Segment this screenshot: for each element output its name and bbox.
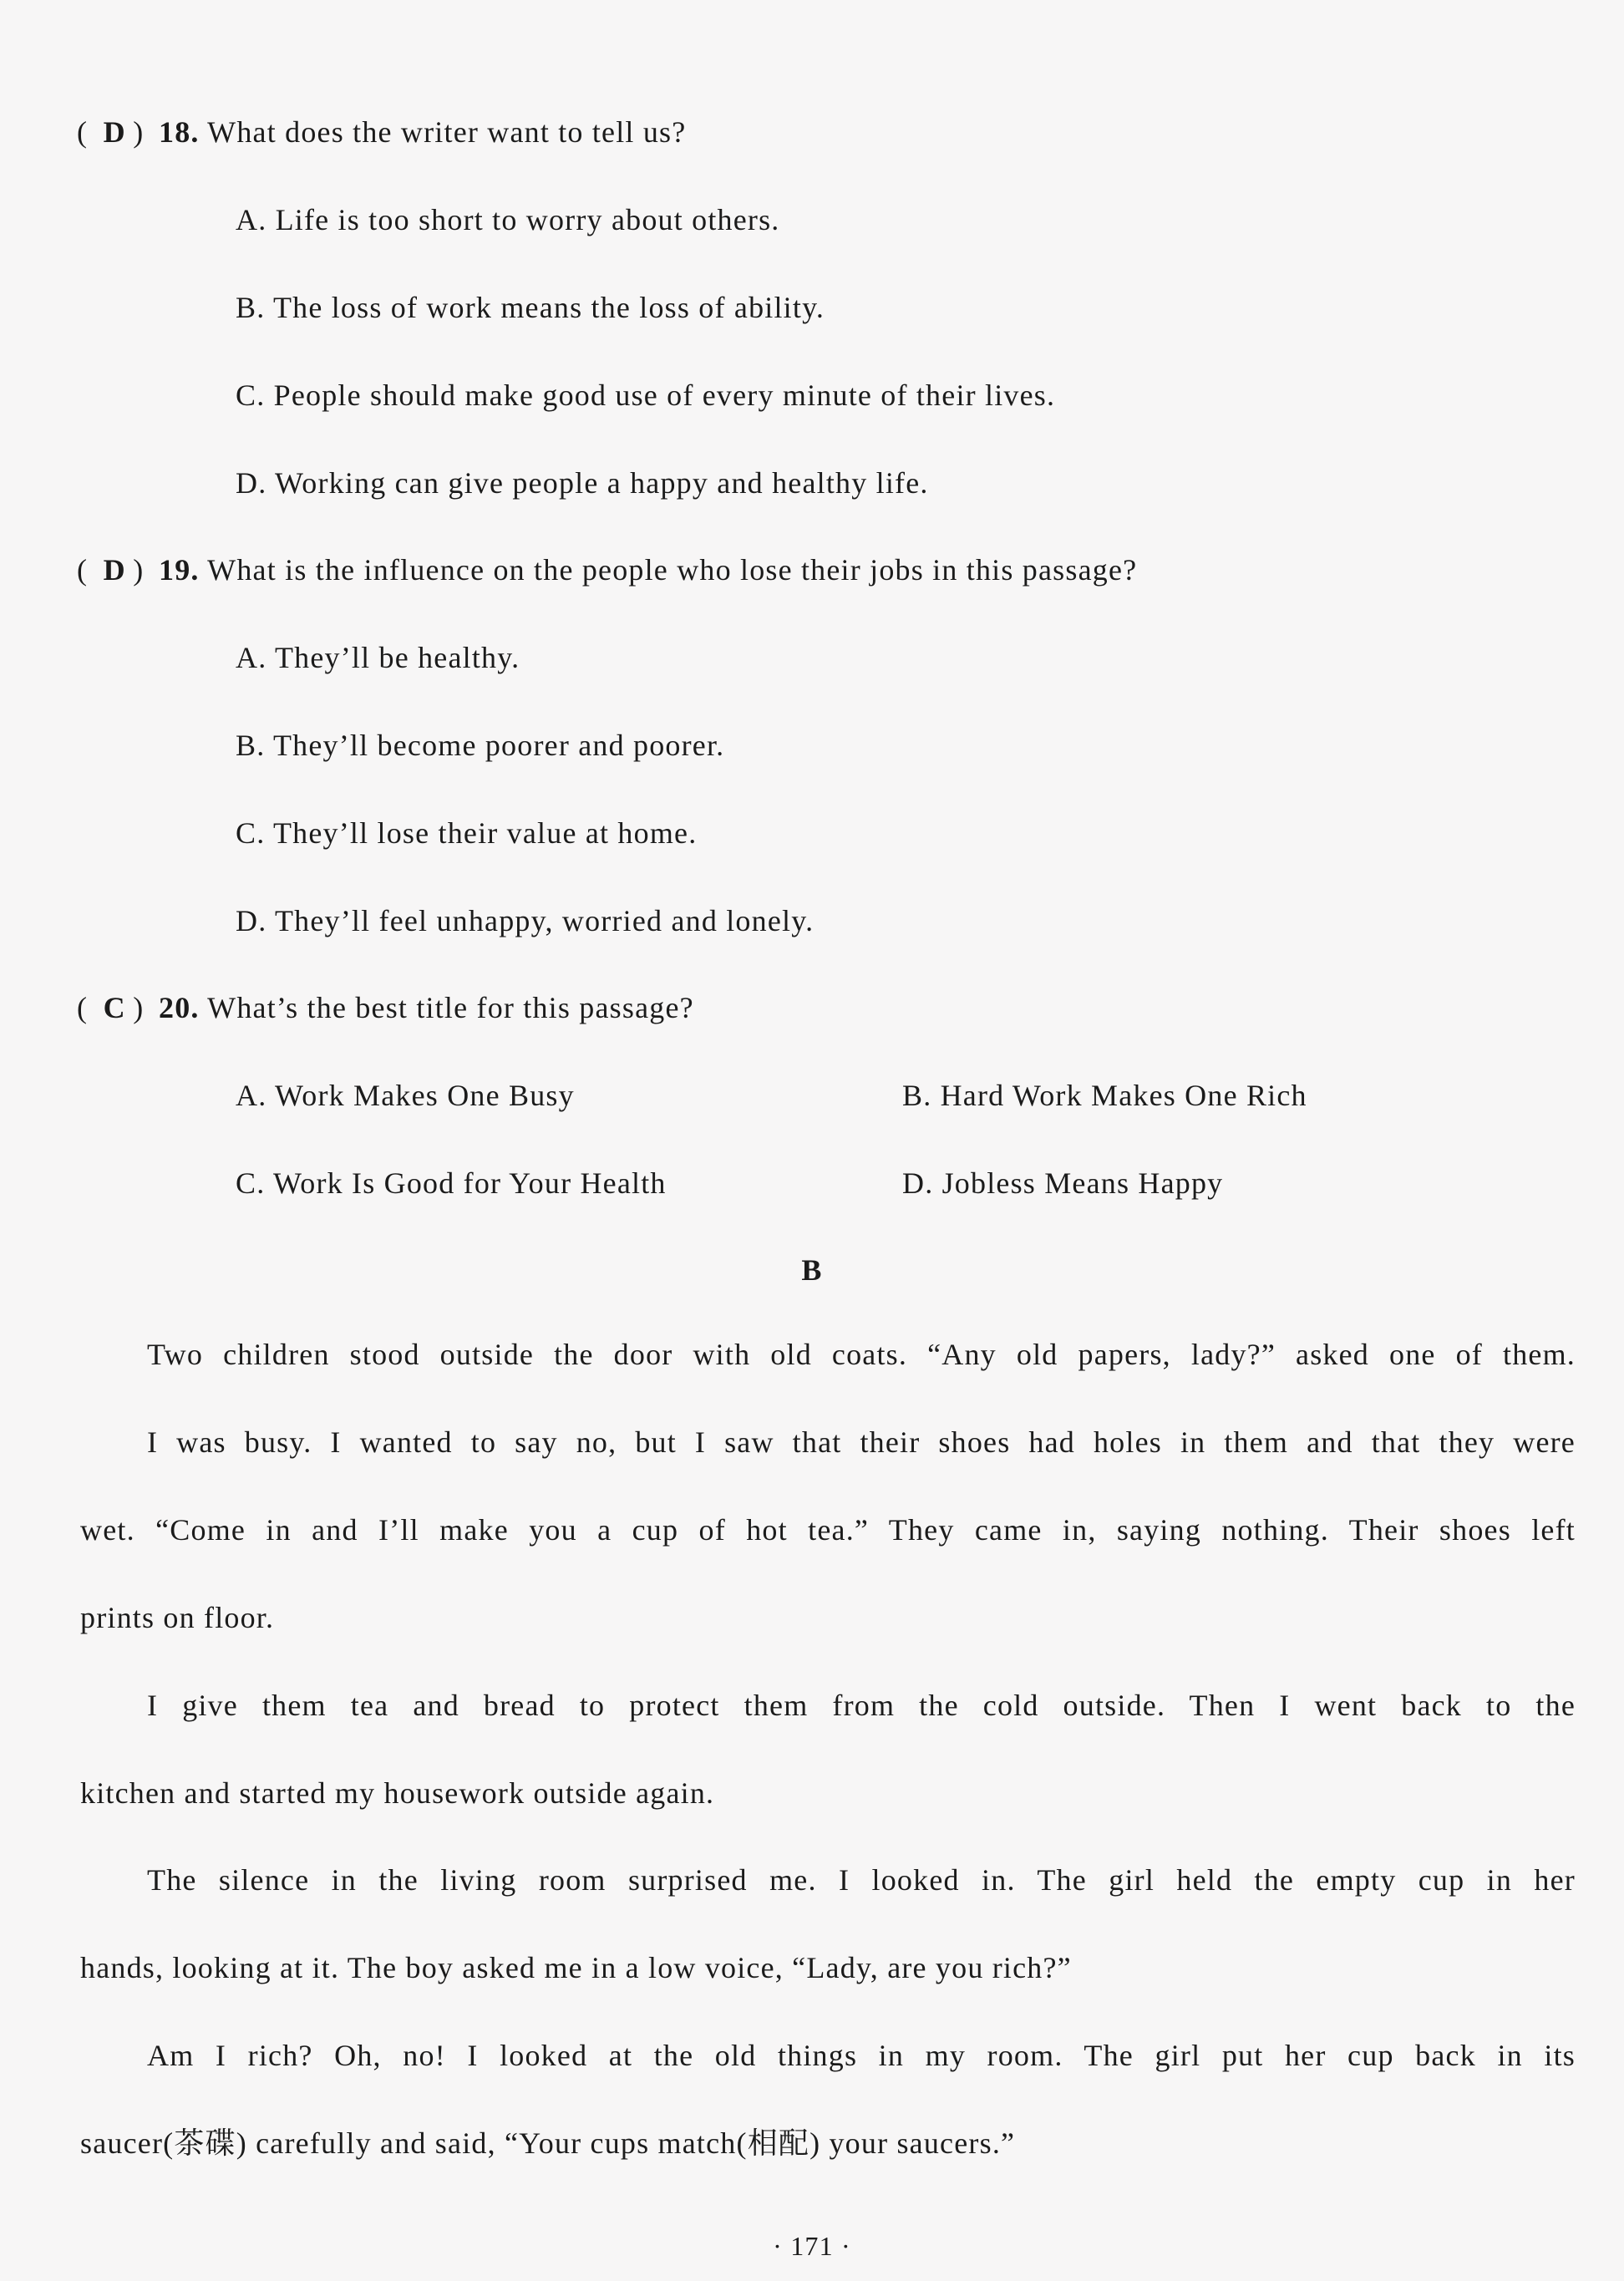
option-d: D. They’ll feel unhappy, worried and lonely. [236,904,815,937]
answer-letter: D [103,553,126,587]
passage-line: Two children stood outside the door with old coats. “Any old papers, lady?” asked one of them. [147,1338,1576,1371]
option-d: D. Jobless Means Happy [902,1166,1224,1200]
option-a: A. Life is too short to worry about others. [236,203,780,236]
question-number: 20. [159,991,200,1024]
answer-letter: C [103,991,126,1024]
question-number: 19. [159,553,200,587]
question-stem: What is the influence on the people who lose their jobs in this passage? [207,553,1138,587]
question-stem: What does the writer want to tell us? [207,115,687,149]
option-a: A. Work Makes One Busy [236,1079,575,1112]
section-heading: B [801,1253,823,1287]
question-20 [77,989,694,1026]
question-19 [77,551,1137,588]
answer-bracket: ( C ) [77,991,145,1024]
question-18 [77,114,686,150]
passage-line: I was busy. I wanted to say no, but I saw that their shoes had holes in them and that they were [147,1425,1576,1459]
option-d: D. Working can give people a happy and healthy life. [236,466,929,500]
page-number: · 171 · [773,2231,851,2261]
passage-line: hands, looking at it. The boy asked me in a low voice, “Lady, are you rich?” [80,1951,1072,1984]
option-b: B. The loss of work means the loss of ability. [236,291,825,324]
question-stem: What’s the best title for this passage? [207,991,694,1024]
answer-bracket: ( D ) [77,553,145,587]
passage-line: wet. “Come in and I’ll make you a cup of hot tea.” They came in, saying nothing. Their shoes left [80,1513,1576,1547]
passage-line: kitchen and started my housework outside again. [80,1776,715,1810]
passage-line: prints on floor. [80,1601,275,1634]
option-a: A. They’ll be healthy. [236,641,520,674]
option-c: C. They’ll lose their value at home. [236,816,698,850]
answer-letter: D [103,115,126,149]
answer-bracket: ( D ) [77,115,145,149]
option-c: C. People should make good use of every minute of their lives. [236,378,1056,412]
passage-line: Am I rich? Oh, no! I looked at the old things in my room. The girl put her cup back in its [147,2039,1576,2072]
passage-line: saucer(茶碟) carefully and said, “Your cups match(相配) your saucers.” [80,2126,1016,2160]
passage-line: The silence in the living room surprised me. I looked in. The girl held the empty cup in her [147,1863,1576,1897]
question-number: 18. [159,115,200,149]
option-b: B. They’ll become poorer and poorer. [236,729,725,762]
option-b: B. Hard Work Makes One Rich [902,1079,1307,1112]
passage-line: I give them tea and bread to protect them from the cold outside. Then I went back to the [147,1689,1576,1722]
option-c: C. Work Is Good for Your Health [236,1166,667,1200]
